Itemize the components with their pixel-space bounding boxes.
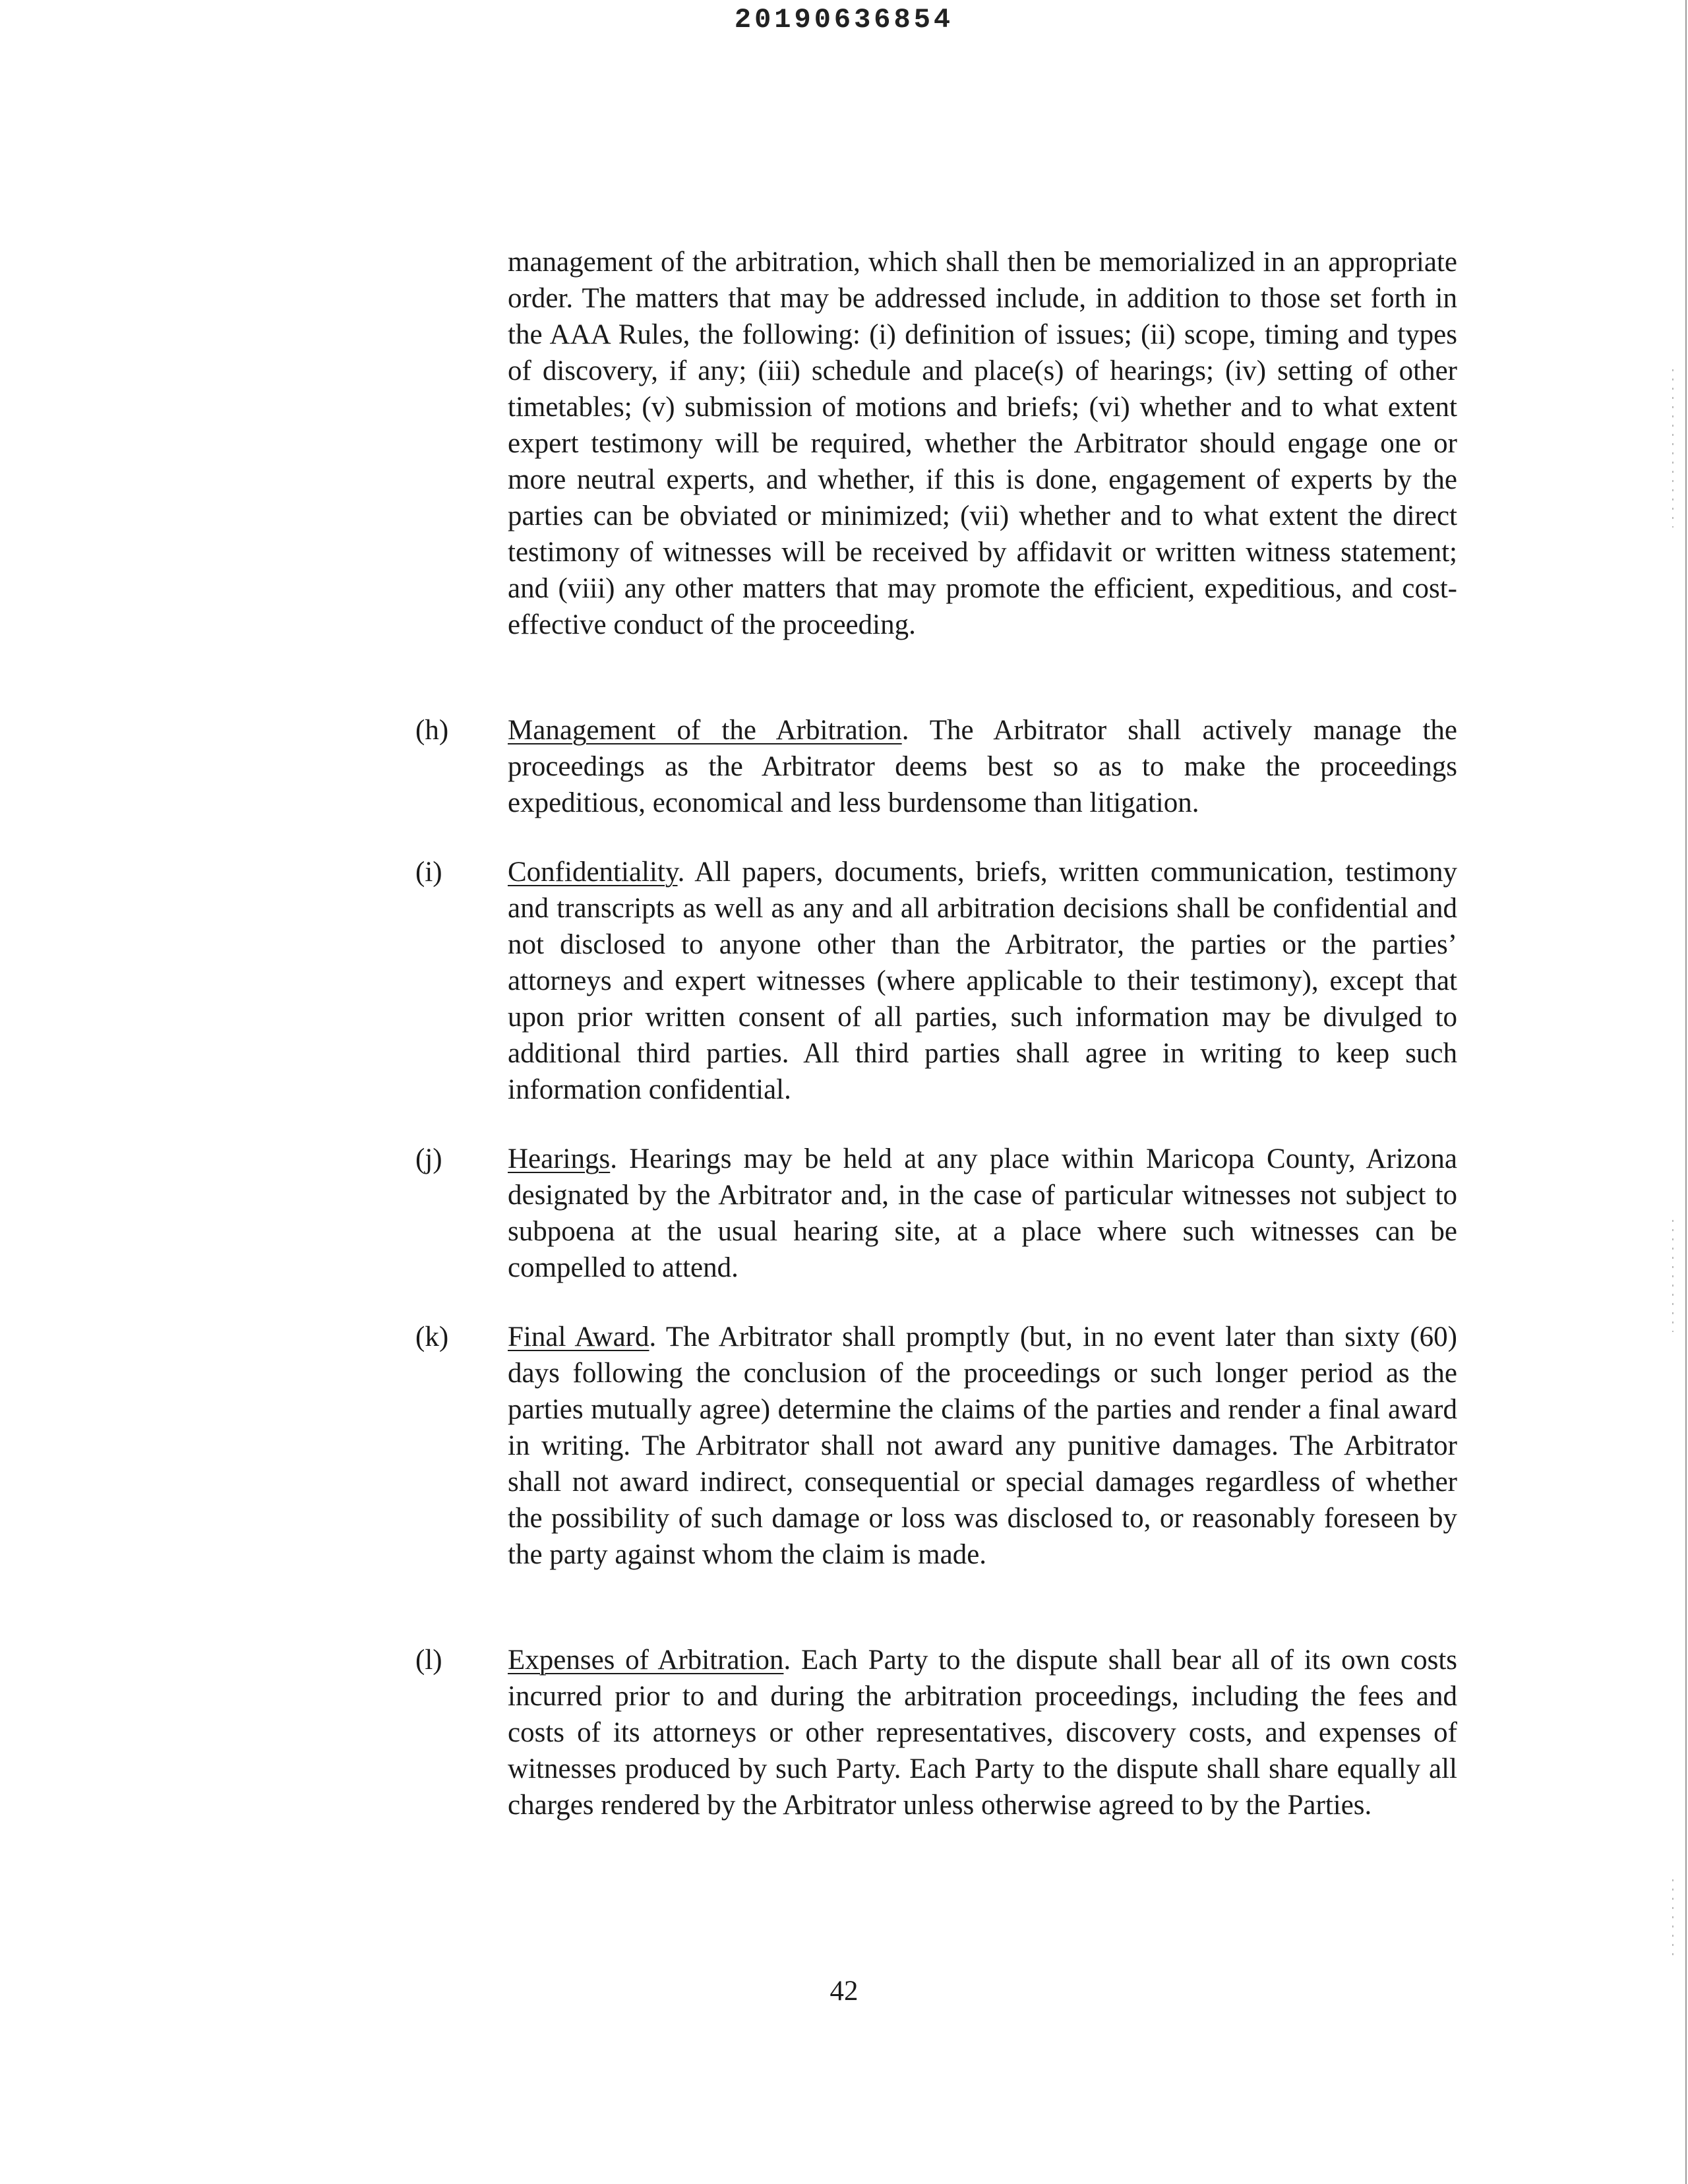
section-marker: (j) <box>415 1143 442 1174</box>
section-text: . The Arbitrator shall promptly (but, in no event later than sixty (60) days following the conclusion of the proceedings or such longer period as the parties mutually agree) determine the claims of the parties and render a final award in writing. The Arbitrator shall not award any punitive damages. The Arbitrator shall not award indirect, consequential or special damages regardless of whether the possibility of such damage or loss was disclosed to, or reasonably foreseen by the party against whom the claim is made. <box>508 1321 1457 1570</box>
section-heading: Final Award <box>508 1321 649 1352</box>
scan-edge-dots <box>1672 1220 1673 1332</box>
page-number: 42 <box>829 1976 859 2007</box>
section-body <box>508 1141 1457 1286</box>
section-heading: Confidentiality <box>508 857 678 888</box>
section-marker: (l) <box>415 1645 442 1676</box>
section-text: . Hearings may be held at any place within Maricopa County, Arizona designated by the Arbitrator and, in the case of particular witnesses not subject to subpoena at the usual hearing site, at a place where such witnesses can be compelled to attend. <box>508 1143 1457 1283</box>
section-heading: Management of the Arbitration <box>508 715 902 746</box>
scan-edge-line <box>1685 0 1687 2184</box>
section-heading: Hearings <box>508 1143 611 1174</box>
section-marker: (k) <box>415 1321 449 1352</box>
scan-edge-dots <box>1672 369 1673 528</box>
section-text: . All papers, documents, briefs, written communication, testimony and transcripts as well as any and all arbitration decisions shall be confidential and not disclosed to anyone other than the Arbitrator, the parties or the parties’ attorneys and expert witnesses (where applicable to their testimony), except that upon prior written consent of all parties, such information may be divulged to additional third parties. All third parties shall agree in writing to keep such information confidential. <box>508 857 1457 1105</box>
section-body <box>508 712 1457 821</box>
intro-paragraph: management of the arbitration, which shall then be memorialized in an appropriate order. The matters that may be addressed include, in addition to those set forth in the AAA Rules, the following: (i) definition of issues; (ii) scope, timing and types of discovery, if any; (iii) schedule and place(s) of hearings; (iv) setting of other timetables; (v) submission of motions and briefs; (vi) whether and to what extent expert testimony will be required, whether the Arbitrator should engage one or more neutral experts, and whether, if this is done, engagement of experts by the parties can be obviated or minimized; (vii) whether and to what extent the direct testimony of witnesses will be received by affidavit or written witness statement; and (viii) any other matters that may promote the efficient, expeditious, and cost-effective conduct of the proceeding. <box>508 247 1457 640</box>
section-heading: Expenses of Arbitration <box>508 1645 784 1676</box>
section-body <box>508 1642 1457 1823</box>
section-body <box>508 1319 1457 1573</box>
section-body <box>508 854 1457 1108</box>
document-number: 20190636854 <box>734 4 954 36</box>
section-marker: (h) <box>415 715 449 746</box>
section-marker: (i) <box>415 857 442 888</box>
section-text: . The Arbitrator shall actively manage the proceedings as the Arbitrator deems best so as to make the proceedings expeditious, economical and less burdensome than litigation. <box>508 715 1458 818</box>
scan-edge-dots <box>1672 1879 1673 1958</box>
section-text: . Each Party to the dispute shall bear all of its own costs incurred prior to and during the arbitration proceedings, including the fees and costs of its attorneys or other representatives, discovery costs, and expenses of witnesses produced by such Party. Each Party to the dispute shall share equally all charges rendered by the Arbitrator unless otherwise agreed to by the Parties. <box>508 1645 1457 1821</box>
